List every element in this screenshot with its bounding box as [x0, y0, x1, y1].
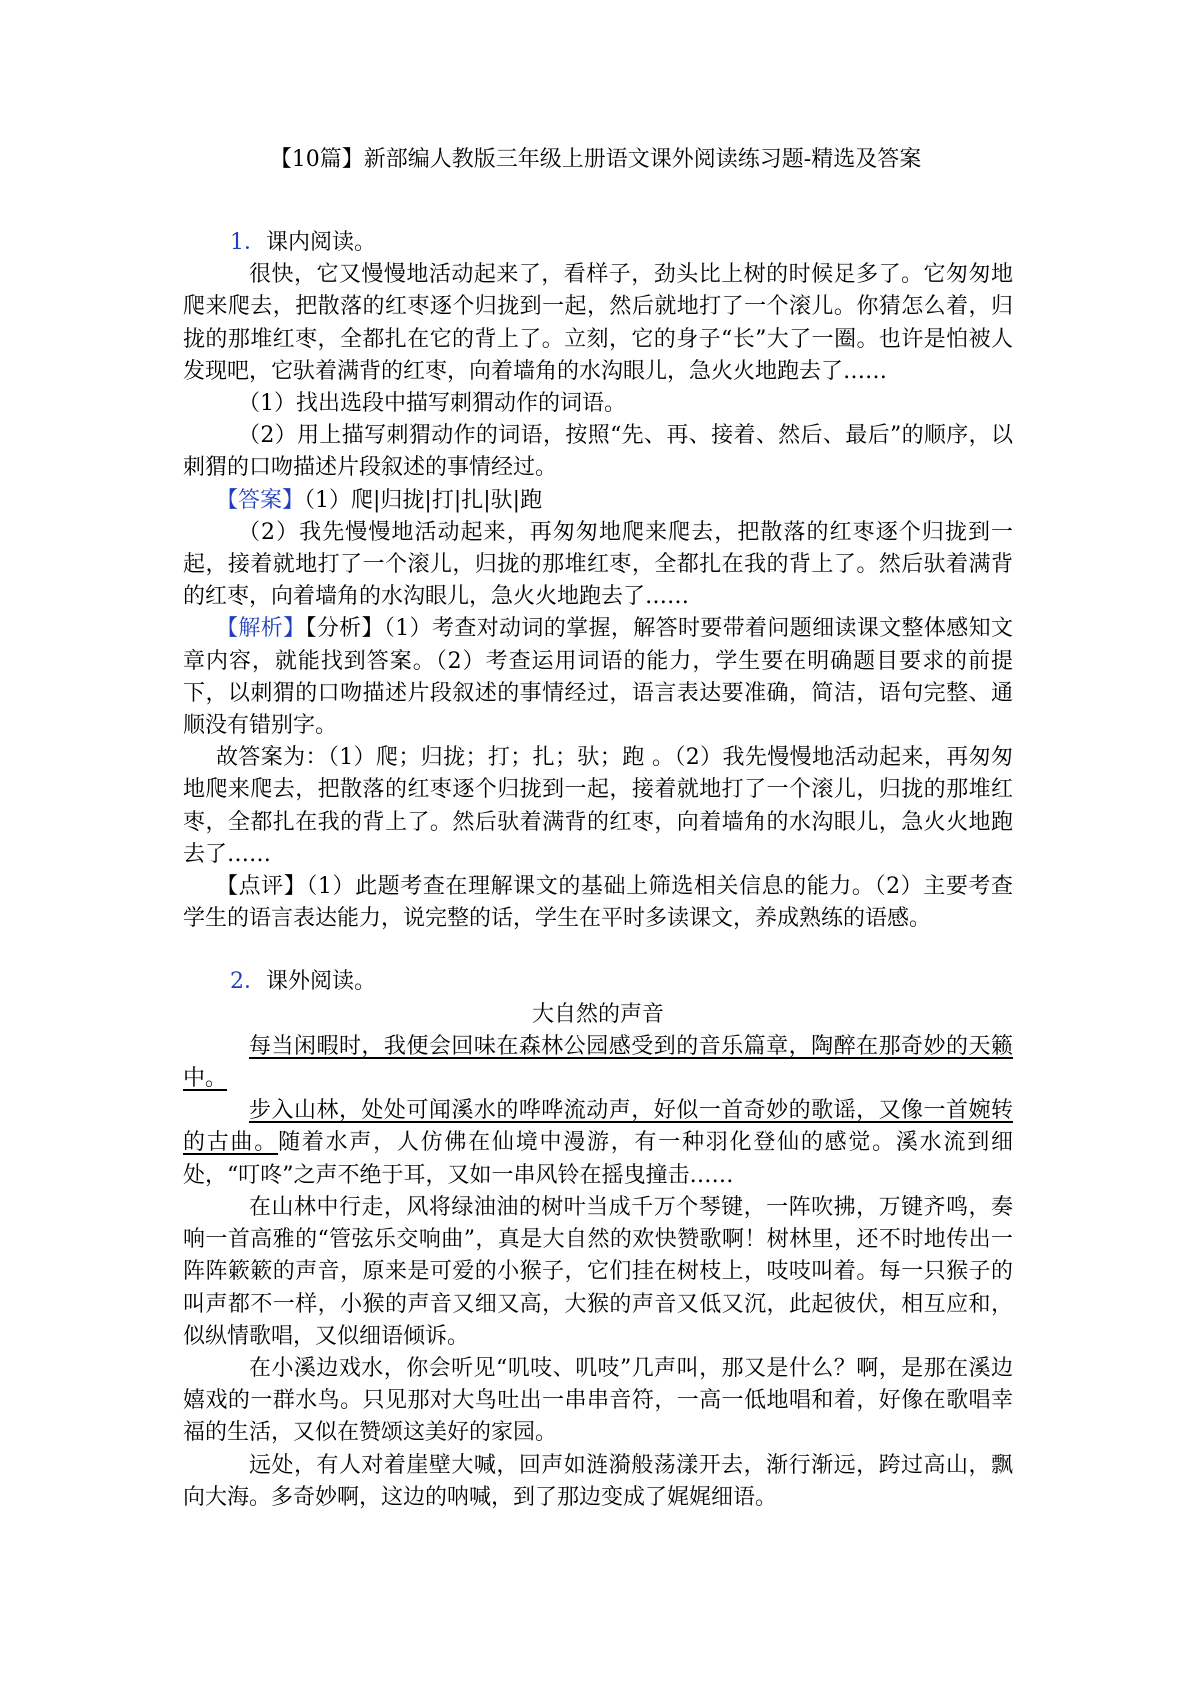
q1-subquestion-1: （1）找出选段中描写刺猬动作的词语。: [238, 391, 626, 417]
q1-answer-part-2: （2）我先慢慢地活动起来，再匆匆地爬来爬去，把散落的红枣逐个归拢到一起，接着就地打了一个滚儿，归拢的那堆红枣，全都扎在我的背上了。然后驮着满背的红枣，向着墙角的水沟眼儿，急火火地跑去了……: [183, 519, 1013, 610]
question-number: 1．: [230, 230, 266, 255]
question-number: 2．: [230, 969, 266, 995]
analysis-text: 【分析】（1）考查对动词的掌握，解答时要带着问题细读课文整体感知文章内容，就能找到答案。（2）考查运用词语的能力，学生要在明确题目要求的前提下，以刺猬的口吻描述片段叙述的事情经过，语言表达要准确，简洁，语句完整、通顺没有错别字。: [183, 616, 1013, 739]
analysis-label: 【解析】: [216, 616, 306, 642]
document-title: 【10篇】新部编人教版三年级上册语文课外阅读练习题-精选及答案: [269, 147, 922, 172]
q1-answer-line: [183, 485, 1013, 517]
article-title: 大自然的声音: [531, 1001, 664, 1027]
question-1-heading: [183, 227, 1013, 259]
question-heading: 课内阅读。: [266, 230, 377, 255]
q1-analysis: [183, 613, 1013, 742]
q1-passage: 很快，它又慢慢地活动起来了，看样子，劲头比上树的时候足多了。它匆匆地爬来爬去，把散落的红枣逐个归拢到一起，然后就地打了一个滚儿。你猜怎么着，归拢的那堆红枣，全都扎在它的背上了。立刻，它的身子“长”大了一圈。也许是怕被人发现吧，它驮着满背的红枣，向着墙角的水沟眼儿，急火火地跑去了……: [183, 262, 1013, 384]
answer-label: 【答案】: [216, 487, 305, 513]
question-heading: 课外阅读。: [266, 969, 377, 995]
answer-part-1: （1）爬|归拢|打|扎|驮|跑: [304, 487, 543, 513]
q1-final-answer: 故答案为：（1）爬；归拢；打；扎；驮；跑 。（2）我先慢慢地活动起来，再匆匆地爬来爬去，把散落的红枣逐个归拢到一起，接着就地打了一个滚儿，归拢的那堆红枣，全都扎在我的背上了。然后驮着满背的红枣，向着墙角的水沟眼儿，急火火地跑去了……: [183, 745, 1013, 867]
underlined-text: 步入山林，处处可闻溪水的哗哗流动声，好似一首奇妙的歌谣，又像一首婉转的古曲。: [183, 1098, 1013, 1156]
question-2-heading: [183, 966, 1013, 998]
paragraph-text: 随着水声，人仿佛在仙境中漫游，有一种羽化登仙的感觉。溪水流到细处，“叮咚”之声不绝于耳，又如一串风铃在摇曳撞击……: [183, 1130, 1013, 1188]
article-paragraph-2: [183, 1095, 1013, 1192]
q1-subquestion-2: （2）用上描写刺猬动作的词语，按照“先、再、接着、然后、最后”的顺序，以刺猬的口吻描述片段叙述的事情经过。: [183, 423, 1013, 481]
underlined-text: 每当闲暇时，我便会回味在森林公园感受到的音乐篇章，陶醉在那奇妙的天籁中。: [183, 1033, 1013, 1092]
article-paragraph-3: 在山林中行走，风将绿油油的树叶当成千万个琴键，一阵吹拂，万键齐鸣，奏响一首高雅的“管弦乐交响曲”，真是大自然的欢快赞歌啊！树林里，还不时地传出一阵阵簌簌的声音，原来是可爱的小猴子，它们挂在树枝上，吱吱叫着。每一只猴子的叫声都不一样，小猴的声音又细又高，大猴的声音又低又沉，此起彼伏，相互应和，似纵情歌唱，又似细语倾诉。: [183, 1194, 1013, 1349]
article-paragraph-5: 远处，有人对着崖壁大喊，回声如涟漪般荡漾开去，渐行渐远，跨过高山，飘向大海。多奇妙啊，这边的呐喊，到了那边变成了娓娓细语。: [183, 1452, 1013, 1510]
q1-comment: 【点评】（1）此题考查在理解课文的基础上筛选相关信息的能力。（2）主要考查学生的语言表达能力，说完整的话，学生在平时多读课文，养成熟练的语感。: [183, 874, 1013, 932]
article-paragraph-1: [183, 1031, 1013, 1095]
document-body: [183, 227, 1013, 1514]
article-paragraph-4: 在小溪边戏水，你会听见“叽吱、叽吱”几声叫，那又是什么？啊，是那在溪边嬉戏的一群水鸟。只见那对大鸟吐出一串串音符，一高一低地唱和着，好像在歌唱幸福的生活，又似在赞颂这美好的家园。: [183, 1355, 1013, 1446]
